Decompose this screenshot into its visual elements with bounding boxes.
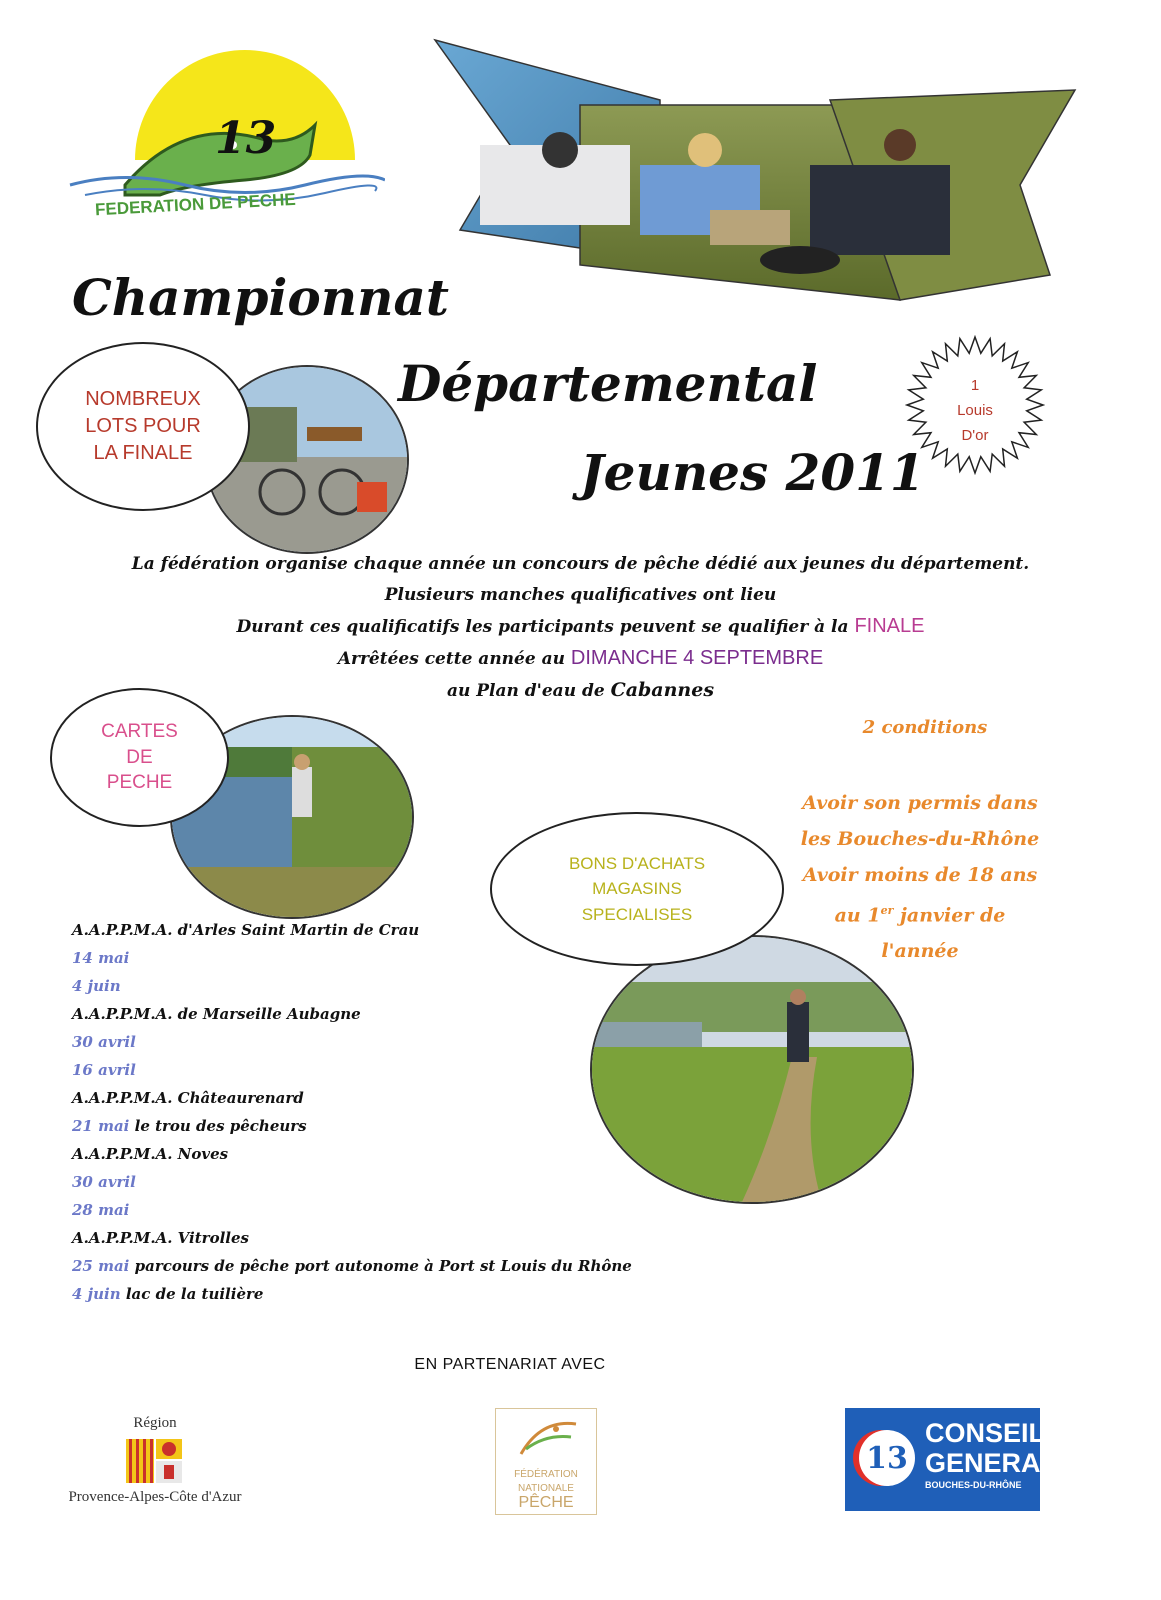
schedule-date: 14 mai <box>72 949 130 967</box>
banner-photo <box>430 35 1080 335</box>
cg-badge <box>859 1430 915 1486</box>
intro-line-4-text: Arrêtées cette année au <box>337 649 565 669</box>
fnp-line-1: FÉDÉRATION <box>514 1469 578 1480</box>
intro-text <box>0 549 1161 707</box>
schedule-date: 30 avril <box>72 1173 136 1191</box>
condition-line-4-post: janvier de <box>893 904 1006 927</box>
intro-line-3-text: Durant ces qualificatifs les participants peuvent se qualifier à la <box>236 617 849 637</box>
cg-line-2: GENERAL <box>925 1448 1058 1478</box>
bubble-cartes <box>50 688 229 827</box>
date-highlight: DIMANCHE 4 SEPTEMBRE <box>570 647 824 669</box>
schedule-date: 21 mai <box>72 1117 130 1135</box>
club-name: A.A.P.P.M.A. Noves <box>72 1145 229 1163</box>
club-name: A.A.P.P.M.A. Vitrolles <box>72 1229 249 1247</box>
conseil-general-logo <box>845 1408 1058 1511</box>
cg-line-3: BOUCHES-DU-RHÔNE <box>925 1480 1022 1490</box>
schedule-date: 4 juin <box>72 1285 121 1303</box>
cg-line-1: CONSEIL <box>925 1418 1046 1448</box>
conditions-heading: 2 conditions <box>862 717 988 738</box>
schedule-date-row <box>72 1168 712 1196</box>
condition-line-5: l'année <box>881 940 959 963</box>
condition-line-4 <box>780 893 1060 933</box>
schedule-place: parcours de pêche port autonome à Port st Louis du Rhône <box>134 1257 632 1275</box>
schedule-date: 16 avril <box>72 1061 136 1079</box>
condition-line-4-sup: er <box>880 904 894 917</box>
prize-line-1: 1 <box>970 377 980 394</box>
bubble-lots <box>36 342 250 511</box>
club-name: A.A.P.P.M.A. Châteaurenard <box>72 1089 304 1107</box>
schedule-date-row <box>72 1112 712 1140</box>
region-emblem <box>126 1439 182 1483</box>
schedule-place: le trou des pêcheurs <box>134 1117 307 1135</box>
bubble-bons-text: BONS D'ACHATS MAGASINS SPECIALISES <box>568 853 706 924</box>
intro-line-1: La fédération organise chaque année un concours de pêche dédié aux jeunes du département. <box>131 554 1030 574</box>
title-line-3: Jeunes 2011 <box>580 443 925 502</box>
condition-line-1: Avoir son permis dans <box>802 792 1038 814</box>
prize-line-3: D'or <box>961 427 989 444</box>
partners-heading: EN PARTENARIAT AVEC <box>414 1356 606 1373</box>
schedule-club <box>72 1084 712 1112</box>
schedule-date: 4 juin <box>72 977 121 995</box>
intro-line-4 <box>0 643 1161 675</box>
schedule-list <box>72 916 712 1308</box>
schedule-date-row <box>72 1252 712 1280</box>
cg-number: 13 <box>866 1440 908 1476</box>
bubble-cartes-text: CARTES DE PECHE <box>101 721 178 794</box>
prize-line-2: Louis <box>957 402 993 419</box>
schedule-date-row <box>72 1280 712 1308</box>
fnp-logo <box>495 1408 597 1515</box>
intro-line-3 <box>0 611 1161 643</box>
intro-line-2: Plusieurs manches qualificatives ont lieu <box>384 585 777 605</box>
schedule-date: 30 avril <box>72 1033 136 1051</box>
club-name: A.A.P.P.M.A. de Marseille Aubagne <box>72 1005 361 1023</box>
schedule-date-row <box>72 972 712 1000</box>
fnp-fish-icon <box>496 1409 596 1464</box>
schedule-date-row <box>72 944 712 972</box>
condition-line-2: les Bouches-du-Rhône <box>800 828 1040 850</box>
schedule-club <box>72 916 712 944</box>
bubble-lots-text: NOMBREUX LOTS POUR LA FINALE <box>85 388 201 464</box>
schedule-club <box>72 1140 712 1168</box>
schedule-place: lac de la tuilière <box>125 1285 264 1303</box>
region-logo <box>40 1415 270 1515</box>
fnp-line-2: NATIONALE <box>518 1483 574 1494</box>
schedule-date: 28 mai <box>72 1201 130 1219</box>
title-line-1: Championnat <box>72 268 449 327</box>
conditions-list <box>780 785 1060 969</box>
condition-line-4-pre: au 1 <box>834 904 881 927</box>
schedule-club <box>72 1224 712 1252</box>
schedule-date-row <box>72 1056 712 1084</box>
region-bottom-text: Provence-Alpes-Côte d'Azur <box>68 1489 242 1505</box>
place-highlight: Cabannes <box>610 679 715 701</box>
condition-line-3: Avoir moins de 18 ans <box>802 864 1038 886</box>
schedule-date-row <box>72 1196 712 1224</box>
fnp-line-3: PÊCHE <box>518 1494 574 1511</box>
schedule-date-row <box>72 1028 712 1056</box>
title-line-2: Départemental <box>398 354 818 413</box>
logo-text: FEDERATION DE PECHE <box>94 189 297 220</box>
schedule-date: 25 mai <box>72 1257 130 1275</box>
intro-line-5-text: au Plan d'eau de <box>446 681 605 701</box>
schedule-club <box>72 1000 712 1028</box>
region-top-text: Région <box>133 1415 177 1431</box>
prize-badge <box>905 335 1045 475</box>
banner-photo-image <box>430 35 1080 335</box>
finale-highlight: FINALE <box>854 615 925 637</box>
club-name: A.A.P.P.M.A. d'Arles Saint Martin de Crau <box>72 921 420 939</box>
federation-logo <box>65 45 385 245</box>
logo-number: 13 <box>215 113 277 164</box>
